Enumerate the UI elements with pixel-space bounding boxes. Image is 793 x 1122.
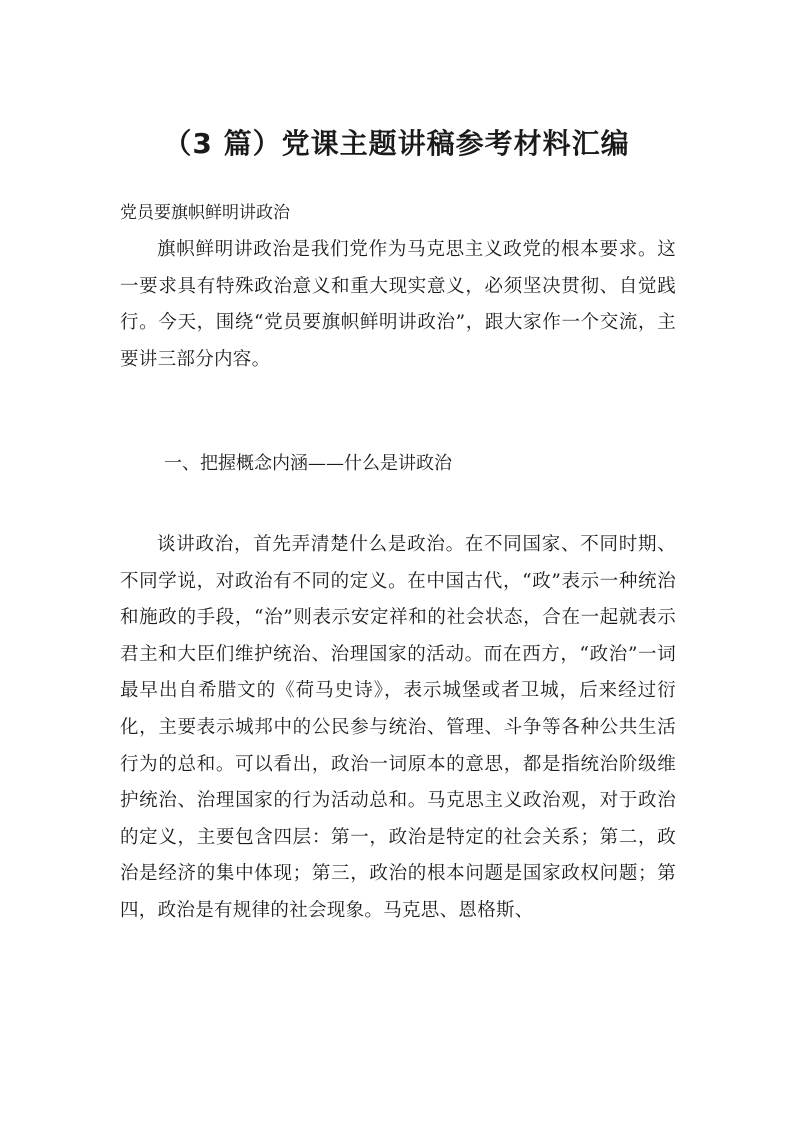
subheading: 党员要旗帜鲜明讲政治 — [120, 203, 290, 223]
section-heading: 一、把握概念内涵——什么是讲政治 — [164, 453, 452, 474]
body-paragraph: 谈讲政治，首先弄清楚什么是政治。在不同国家、不同时期、不同学说，对政治有不同的定义。在中国古代，“政”表示一种统治和施政的手段，“治”则表示安定祥和的社会状态，合在一起就表示君主和大臣们维护统治、治理国家的活动。而在西方，“政治”一词最早出自希腊文的《荷马史诗》，表示城堡或者卫城，后来经过衍化，主要表示城邦中的公民参与统治、管理、斗争等各种公共生活行为的总和。可以看出，政治一词原本的意思，都是指统治阶级维护统治、治理国家的行为活动总和。马克思主义政治观，对于政治的定义，主要包含四层：第一，政治是特定的社会关系；第二，政治是经济的集中体现；第三，政治的根本问题是国家政权问题；第四，政治是有规律的社会现象。马克思、恩格斯、 — [120, 534, 676, 921]
intro-paragraph: 旗帜鲜明讲政治是我们党作为马克思主义政党的根本要求。这一要求具有特殊政治意义和重大现实意义，必须坚决贯彻、自觉践行。今天，围绕“党员要旗帜鲜明讲政治”，跟大家作一个交流，主要讲三部分内容。 — [120, 239, 676, 370]
document-title: （3 篇）党课主题讲稿参考材料汇编 — [163, 127, 630, 160]
